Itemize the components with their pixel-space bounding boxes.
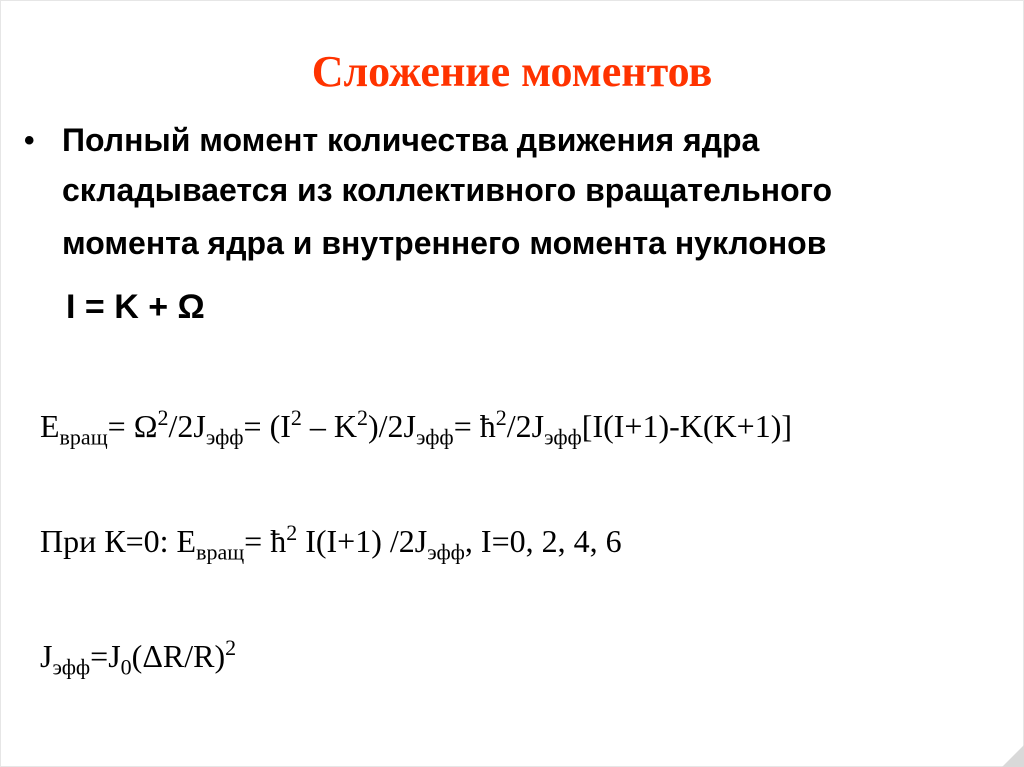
f1-sup4: 2 (356, 404, 368, 430)
f3-sub1: 0 (120, 654, 132, 680)
effective-moment-formula (40, 634, 237, 680)
f1-t4: – K (301, 408, 357, 444)
f2-sup1: 2 (286, 519, 298, 545)
rotational-energy-formula (40, 404, 792, 450)
f1-e-sub: вращ (59, 424, 108, 450)
f2-sub2: эфф (427, 539, 465, 565)
f1-t2: /2J (168, 408, 206, 444)
f2-t1: = ħ (244, 523, 287, 559)
f1-sup3: 2 (290, 404, 302, 430)
paragraph-line-1: Полный момент количества движения ядра (62, 122, 760, 158)
paragraph-line-3: момента ядра и внутреннего момента нуклонов (62, 225, 827, 261)
f2-prefix: При К=0: E (40, 523, 197, 559)
f2-t2: I(I+1) /2J (297, 523, 428, 559)
f3-j-sub: эфф (52, 654, 91, 680)
f1-sub2: эфф (205, 424, 244, 450)
paragraph-line-2: складывается из коллективного вращательного (62, 172, 833, 208)
f1-sub5: эфф (415, 424, 454, 450)
f2-e-sub: вращ (196, 539, 245, 565)
f1-sup1: 2 (157, 404, 169, 430)
f1-sub7: эфф (544, 424, 582, 450)
slide-title: Сложение моментов (311, 47, 713, 96)
f3-t1: =J (90, 638, 121, 674)
k-zero-formula (40, 519, 622, 565)
f3-t2: (ΔR/R) (131, 638, 226, 674)
f1-t1: = Ω (107, 408, 158, 444)
bullet-paragraph (62, 122, 832, 275)
f3-sup2: 2 (225, 634, 237, 660)
f1-t3: = (I (243, 408, 291, 444)
f1-e: E (40, 408, 60, 444)
f1-t8: [I(I+1)-K(K+1)] (581, 408, 792, 444)
f3-j: J (40, 638, 53, 674)
f1-t7: /2J (506, 408, 545, 444)
f1-sup6: 2 (495, 404, 507, 430)
f2-t3: , I=0, 2, 4, 6 (464, 523, 622, 559)
f1-t5: )/2J (367, 408, 416, 444)
main-equation: I = K + Ω (66, 288, 205, 326)
f1-t6: = ħ (453, 408, 496, 444)
bullet-icon: • (24, 124, 35, 157)
slide-corner-decoration (1002, 745, 1024, 767)
